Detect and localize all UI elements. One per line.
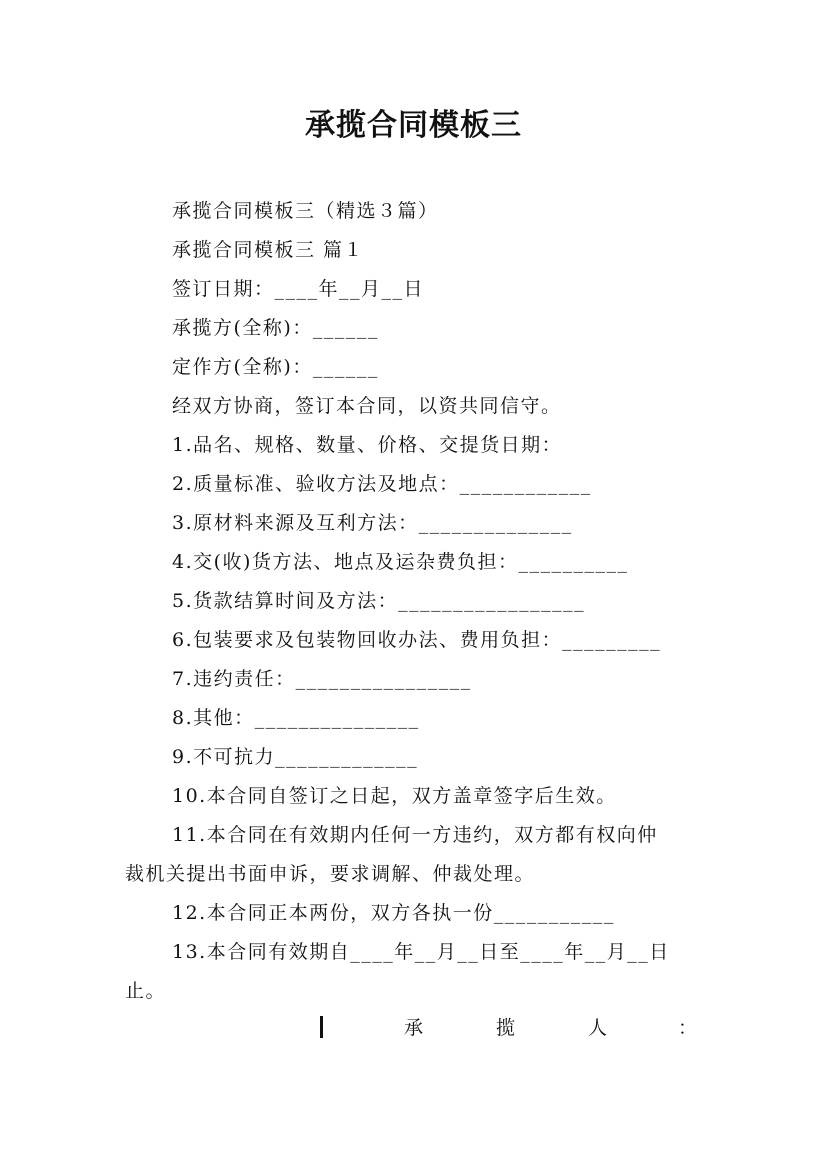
clause-4: 4.交(收)货方法、地点及运杂费负担：__________ — [172, 551, 629, 573]
signature-char: 揽 — [496, 1017, 516, 1039]
subtitle-line: 承揽合同模板三（精选３篇） — [172, 200, 439, 222]
clause-13: 13.本合同有效期自____年__月__日至____年__月__日 — [172, 941, 670, 963]
section-heading: 承揽合同模板三 篇１ — [172, 239, 365, 261]
clause-5: 5.货款结算时间及方法：_________________ — [172, 590, 586, 612]
clause-1: 1.品名、规格、数量、价格、交提货日期： — [172, 434, 563, 456]
clause-11: 11.本合同在有效期内任何一方违约，双方都有权向仲 — [172, 824, 658, 846]
sign-date-line: 签订日期：____年__月__日 — [172, 278, 425, 300]
clause-8: 8.其他：_______________ — [172, 707, 420, 729]
signature-colon: ： — [678, 1017, 698, 1039]
clause-6: 6.包装要求及包装物回收办法、费用负担：_________ — [172, 629, 662, 651]
text-cursor-bar — [320, 1016, 323, 1038]
contractor-line: 承揽方(全称)：______ — [172, 317, 379, 339]
clause-11-cont: 裁机关提出书面申诉，要求调解、仲裁处理。 — [125, 863, 536, 885]
signature-row — [320, 1013, 700, 1045]
intro-line: 经双方协商，签订本合同，以资共同信守。 — [172, 395, 562, 417]
signature-char: 承 — [404, 1017, 424, 1039]
clause-12: 12.本合同正本两份，双方各执一份___________ — [172, 902, 615, 924]
clause-7: 7.违约责任：________________ — [172, 668, 472, 690]
clause-9: 9.不可抗力_____________ — [172, 746, 419, 768]
clause-3: 3.原材料来源及互利方法：______________ — [172, 512, 573, 534]
signature-char: 人 — [588, 1017, 608, 1039]
document-title: 承揽合同模板三 — [305, 108, 522, 143]
clause-10: 10.本合同自签订之日起，双方盖章签字后生效。 — [172, 785, 617, 807]
client-line: 定作方(全称)：______ — [172, 356, 379, 378]
clause-2: 2.质量标准、验收方法及地点：____________ — [172, 473, 592, 495]
clause-13-cont: 止。 — [125, 980, 167, 1002]
